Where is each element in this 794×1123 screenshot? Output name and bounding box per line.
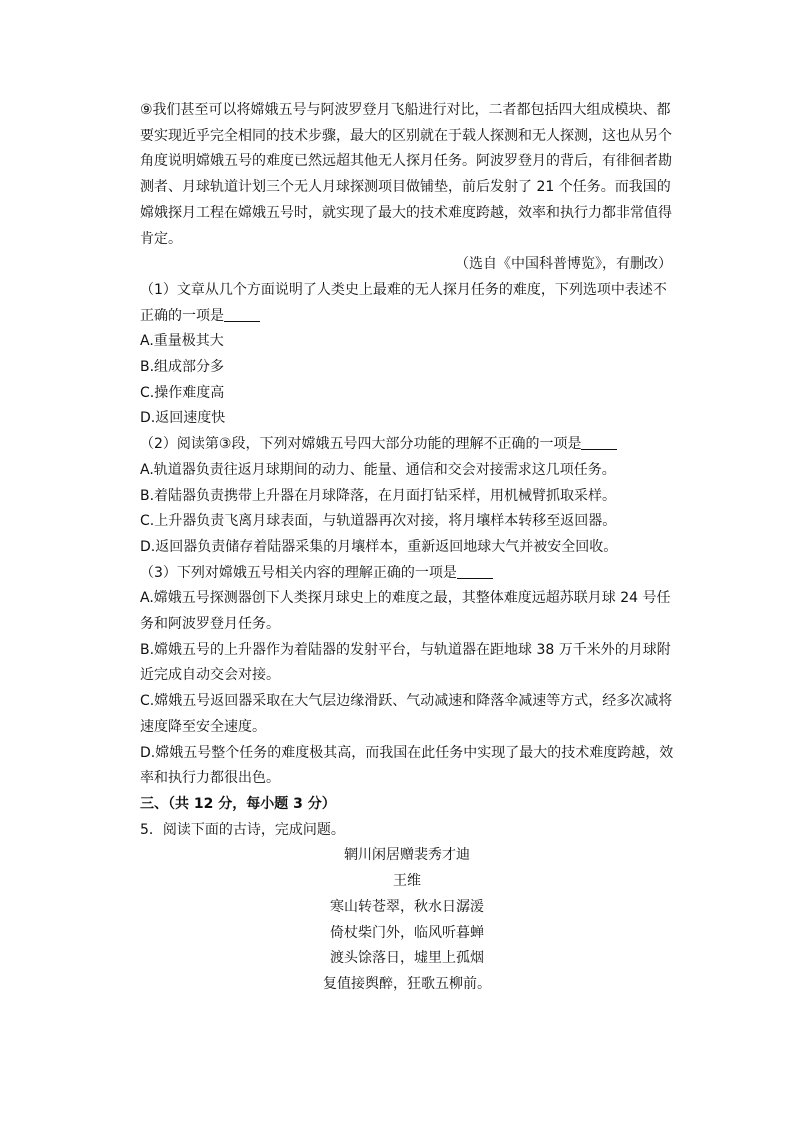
answer-blank <box>581 435 617 450</box>
section-heading: 三、（共 12 分，每小题 3 分） <box>140 795 336 812</box>
poem-line: 渡头馀落日，墟里上孤烟 <box>330 950 484 967</box>
option-c: C.操作难度高 <box>140 384 225 401</box>
option-a: A.嫦娥五号探测器创下人类探月球史上的难度之最，其整体难度远超苏联月球 24 号任务和阿波罗登月任务。 <box>140 590 671 633</box>
option-b: B.着陆器负责携带上升器在月球降落，在月面打钻采样，用机械臂抓取采样。 <box>140 487 617 504</box>
option-d: D.嫦娥五号整个任务的难度极其高，而我国在此任务中实现了最大的技术难度跨越，效率和执行力都很出色。 <box>140 744 674 787</box>
passage-source: （选自《中国科普博览》，有删改） <box>455 256 672 273</box>
question-stem: （2）阅读第③段，下列对嫦娥五号四大部分功能的理解不正确的一项是 <box>140 432 674 458</box>
option-b: B.嫦娥五号的上升器作为着陆器的发射平台，与轨道器在距地球 38 万千米外的月球附近完成自动交会对接。 <box>140 641 671 684</box>
option-a: A.轨道器负责往返月球期间的动力、能量、通信和交会对接需求这几项任务。 <box>140 461 616 478</box>
question-3 <box>140 561 674 792</box>
poem-line: 复值接舆醉，狂歌五柳前。 <box>323 975 491 992</box>
option-b: B.组成部分多 <box>140 359 225 376</box>
question-stem: （1）文章从几个方面说明了人类史上最难的无人探月任务的难度，下列选项中表述不正确的一项是 <box>140 281 667 324</box>
question-5-instruction: 5．阅读下面的古诗，完成问题。 <box>140 821 345 838</box>
page-content <box>140 98 674 998</box>
answer-blank <box>224 307 260 322</box>
poem-title: 辋川闲居赠裴秀才迪 <box>344 847 470 864</box>
question-2 <box>140 432 674 561</box>
answer-blank <box>457 564 493 579</box>
question-stem: （3）下列对嫦娥五号相关内容的理解正确的一项是 <box>140 561 674 587</box>
option-d: D.返回器负责储存着陆器采集的月壤样本，重新返回地球大气并被安全回收。 <box>140 538 618 555</box>
question-1 <box>140 278 674 432</box>
option-a: A.重量极其大 <box>140 333 224 350</box>
option-d: D.返回速度快 <box>140 410 226 427</box>
poem-author: 王维 <box>393 873 421 890</box>
option-c: C.嫦娥五号返回器采取在大气层边缘滑跃、气动减速和降落伞减速等方式，经多次减将速度降至安全速度。 <box>140 693 673 735</box>
poem-line: 寒山转苍翠，秋水日潺湲 <box>330 898 484 915</box>
option-c: C.上升器负责飞离月球表面，与轨道器再次对接，将月壤样本转移至返回器。 <box>140 513 617 530</box>
poem-line: 倚杖柴门外，临风听暮蝉 <box>330 924 484 941</box>
poem <box>140 843 674 997</box>
passage-paragraph-9: ⑨我们甚至可以将嫦娥五号与阿波罗登月飞船进行对比，二者都包括四大组成模块、都要实现近乎完全相同的技术步骤，最大的区别就在于载人探测和无人探测，这也从另个角度说明嫦娥五号的难度已然远超其他无人探月任务。阿波罗登月的背后，有徘徊者勘测者、月球轨道计划三个无人月球探测项目做铺垫，前后发射了 21 个任务。而我国的嫦娥探月工程在嫦娥五号时，就实现了最大的技术难度跨越，效率和执行力都非常值得肯定。 <box>140 102 672 247</box>
